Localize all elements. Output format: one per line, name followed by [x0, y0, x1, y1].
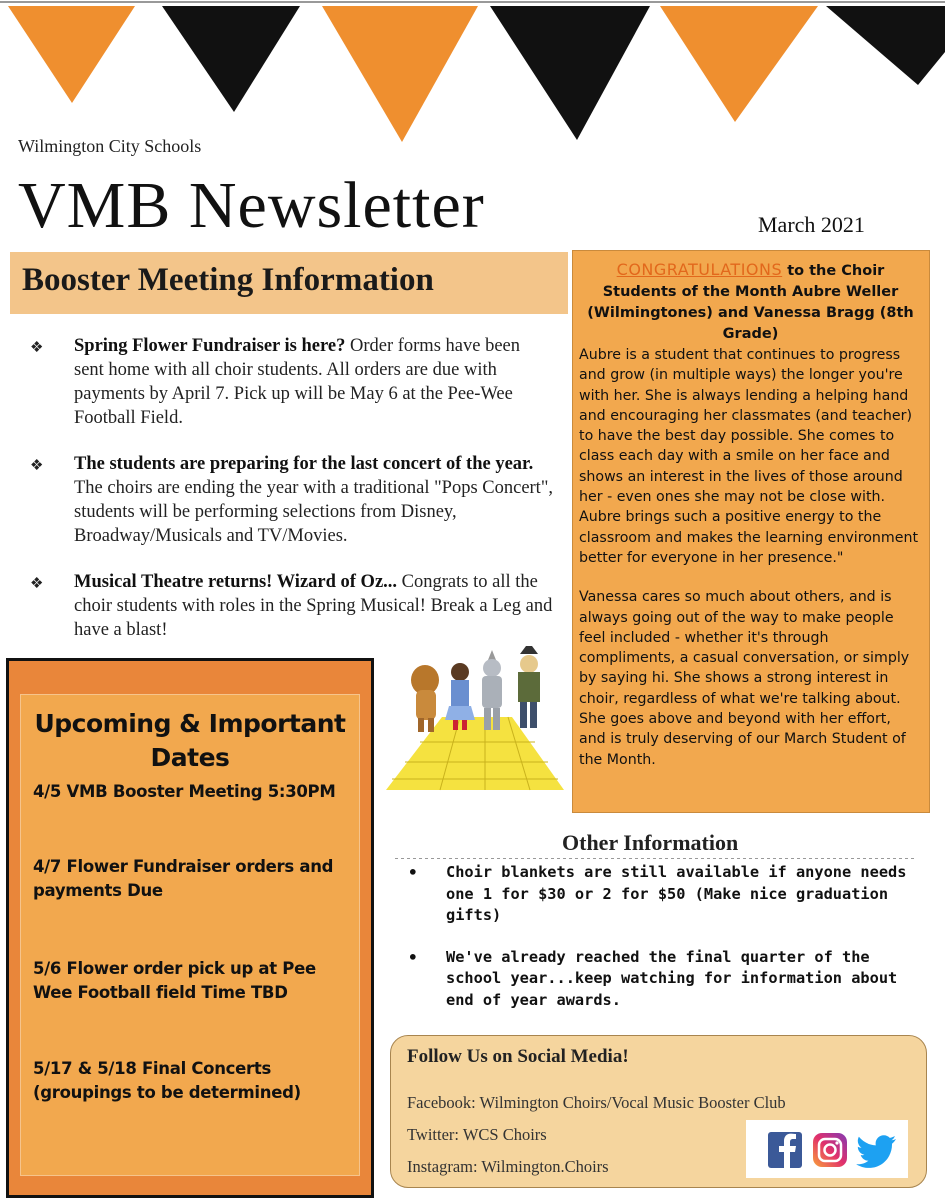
date-item: 4/5 VMB Booster Meeting 5:30PM — [33, 782, 336, 801]
booster-item-text: Order forms have been sent home with all choir students. All orders are due with payments by April 7. Pick up will be May 6 at the Pee-Wee Football Field. — [74, 336, 520, 428]
social-title: Follow Us on Social Media! — [407, 1046, 629, 1067]
other-info-text: Choir blankets are still available if anyone needs one 1 for $30 or 2 for $50 (Make nice graduation gifts) — [446, 863, 907, 924]
facebook-line: Facebook: Wilmington Choirs/Vocal Music Booster Club — [407, 1093, 786, 1112]
other-info-list — [402, 862, 922, 1031]
booster-item-bold: Spring Flower Fundraiser is here? — [74, 336, 346, 356]
facebook-icon[interactable] — [768, 1130, 804, 1170]
twitter-icon[interactable] — [856, 1130, 898, 1170]
booster-item — [28, 452, 554, 548]
congrats-headline — [579, 259, 922, 345]
other-info-divider — [395, 858, 915, 859]
booster-item — [28, 334, 554, 430]
date-item: 5/17 & 5/18 Final Concerts (groupings to be determined) — [33, 1059, 301, 1102]
instagram-icon[interactable] — [812, 1130, 848, 1170]
other-info-item — [402, 947, 922, 1012]
upcoming-dates-panel — [6, 658, 374, 1198]
students-of-month-box — [572, 250, 930, 813]
issue-date: March 2021 — [758, 212, 865, 237]
upcoming-dates-inner — [20, 694, 360, 1176]
booster-item-text: The choirs are ending the year with a traditional "Pops Concert", students will be performing selections from Disney, Broadway/Musicals and TV/Movies. — [74, 478, 554, 546]
congrats-headline-text: to the Choir Students of the Month Aubre Weller (Wilmingtones) and Vanessa Bragg (8th Grade) — [587, 263, 914, 342]
school-district-name: Wilmington City Schools — [18, 136, 202, 156]
pennant-banner — [0, 0, 945, 145]
booster-item-text: Congrats to all the choir students with roles in the Spring Musical! Break a Leg and have a blast! — [74, 572, 553, 640]
booster-bullet-list — [28, 334, 554, 664]
bullet-dot-icon: • — [408, 947, 418, 967]
aubre-paragraph: Aubre is a student that continues to progress and grow (in multiple ways) the longer you're with her. She is always lending a helping hand and encouraging her classmates (and teacher) to have the best day possible. She comes to class each day with a smile on her face and shows an interest in the lives of those around her - even ones she may not be close with. Aubre brings such a positive energy to the classroom and makes the learning environment better for everyone in her presence." — [579, 347, 919, 566]
diamond-bullet-icon: ❖ — [30, 458, 44, 474]
booster-heading-bar — [10, 252, 568, 314]
booster-item-bold: Musical Theatre returns! Wizard of Oz... — [74, 572, 398, 592]
congrats-highlight: CONGRATULATIONS — [616, 260, 783, 279]
other-info-item — [402, 862, 922, 927]
bullet-dot-icon: • — [408, 863, 418, 882]
social-media-box — [390, 1035, 927, 1188]
diamond-bullet-icon: ❖ — [30, 340, 44, 356]
twitter-line: Twitter: WCS Choirs — [407, 1125, 547, 1144]
diamond-bullet-icon: ❖ — [30, 576, 44, 592]
upcoming-dates-title: Upcoming & Important Dates — [34, 709, 346, 772]
booster-heading: Booster Meeting Information — [22, 262, 434, 298]
other-info-title: Other Information — [562, 830, 739, 855]
other-info-text: We've already reached the final quarter of the school year...keep watching for information about end of year awards. — [446, 947, 898, 1009]
date-item: 5/6 Flower order pick up at Pee Wee Football field Time TBD — [33, 959, 316, 1002]
date-item: 4/7 Flower Fundraiser orders and payments Due — [33, 857, 334, 900]
booster-item-bold: The students are preparing for the last concert of the year. — [74, 454, 534, 474]
wizard-of-oz-illustration — [380, 622, 570, 802]
social-icons — [746, 1120, 908, 1178]
instagram-line: Instagram: Wilmington.Choirs — [407, 1157, 609, 1176]
vanessa-paragraph: Vanessa cares so much about others, and is always going out of the way to make people feel included - whether it's through compliments, a casual conversation, or simply by saying hi. She shows a strong interest in choir, regardless of what we're talking about. She goes above and beyond with her effort, and is truly deserving of our March Student of the Month. — [579, 589, 910, 768]
newsletter-title: VMB Newsletter — [18, 169, 485, 242]
